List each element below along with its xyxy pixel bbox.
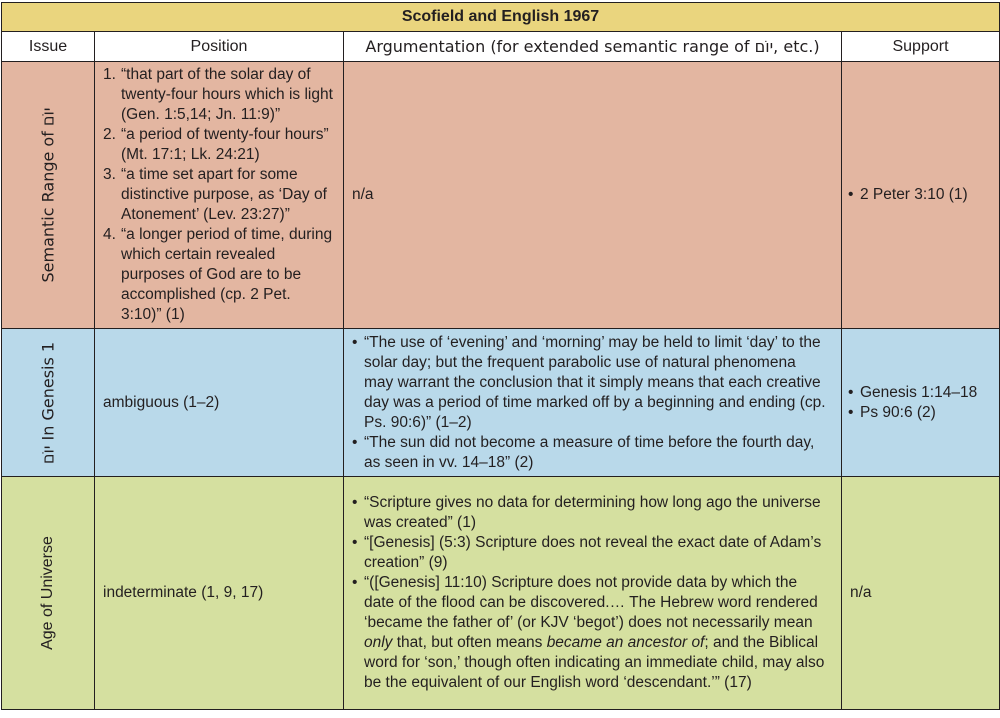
list-item: • “[Genesis] (5:3) Scripture does not reveal the exact date of Adam’s creation” (9) bbox=[364, 533, 827, 573]
table-row bbox=[2, 329, 1000, 477]
header-position: Position bbox=[95, 32, 344, 62]
table-title: Scofield and English 1967 bbox=[2, 3, 1000, 32]
list-item: • “The use of ‘evening’ and ‘morning’ may be held to limit ‘day’ to the solar day; but the frequent parabolic use of natural phenomena may warrant the conclusion that it simply means that each creative day was a period of time marked off by a beginning and ending (cp. Ps. 90:6)” (1–2) bbox=[364, 333, 827, 433]
header-row bbox=[2, 32, 1000, 62]
issue-label: Semantic Range of יוֹם bbox=[38, 107, 58, 283]
list-item: • “Scripture gives no data for determining how long ago the universe was created” (1) bbox=[364, 493, 827, 533]
issue-cell bbox=[2, 477, 95, 710]
list-item: 1. “that part of the solar day of twenty-four hours which is light (Gen. 1:5,14; Jn. 11:9)” bbox=[103, 66, 333, 123]
issue-label: יוֹם In Genesis 1 bbox=[38, 341, 58, 464]
header-argumentation: Argumentation (for extended semantic range of יוֹם, etc.) bbox=[344, 32, 842, 62]
list-item: • 2 Peter 3:10 (1) bbox=[860, 185, 991, 205]
support-cell bbox=[842, 477, 1000, 710]
list-item: • “([Genesis] 11:10) Scripture does not provide data by which the date of the flood can be discovered.… The Hebrew word rendered ‘became the father of’ (or KJV ‘begot’) does not necessarily mean only that, but often means became an ancestor of; and the Biblical word for ‘son,’ though often indicating an immediate child, may also be the equivalent of our English word ‘descendant.’” (17) bbox=[364, 573, 827, 693]
position-cell bbox=[95, 477, 344, 710]
list-item: • Genesis 1:14–18 bbox=[860, 383, 991, 403]
issue-cell bbox=[2, 62, 95, 329]
issue-label: Age of Universe bbox=[39, 536, 56, 650]
title-row bbox=[2, 3, 1000, 32]
argumentation-cell bbox=[344, 329, 842, 477]
issue-cell bbox=[2, 329, 95, 477]
support-cell bbox=[842, 329, 1000, 477]
table-row bbox=[2, 62, 1000, 329]
table-row bbox=[2, 477, 1000, 710]
list-item: 3. “a time set apart for some distinctive purpose, as ‘Day of Atonement’ (Lev. 23:27)” bbox=[103, 166, 327, 223]
position-list bbox=[103, 65, 335, 325]
list-item: • Ps 90:6 (2) bbox=[860, 403, 991, 423]
list-item: 2. “a period of twenty-four hours” (Mt. 17:1; Lk. 24:21) bbox=[103, 126, 329, 163]
argumentation-text: n/a bbox=[352, 186, 374, 203]
argumentation-cell bbox=[344, 62, 842, 329]
position-text: ambiguous (1–2) bbox=[103, 393, 220, 411]
support-text: n/a bbox=[850, 584, 872, 601]
position-text: indeterminate (1, 9, 17) bbox=[103, 584, 264, 601]
position-cell bbox=[95, 329, 344, 477]
argumentation-cell bbox=[344, 477, 842, 710]
header-issue: Issue bbox=[2, 32, 95, 62]
comparison-table bbox=[1, 2, 1000, 710]
position-cell bbox=[95, 62, 344, 329]
list-item: 4. “a longer period of time, during which certain revealed purposes of God are to be accomplished (cp. 2 Pet. 3:10)” (1) bbox=[103, 226, 333, 323]
support-cell bbox=[842, 62, 1000, 329]
header-support: Support bbox=[842, 32, 1000, 62]
list-item: • “The sun did not become a measure of time before the fourth day, as seen in vv. 14–18” (2) bbox=[364, 433, 827, 473]
